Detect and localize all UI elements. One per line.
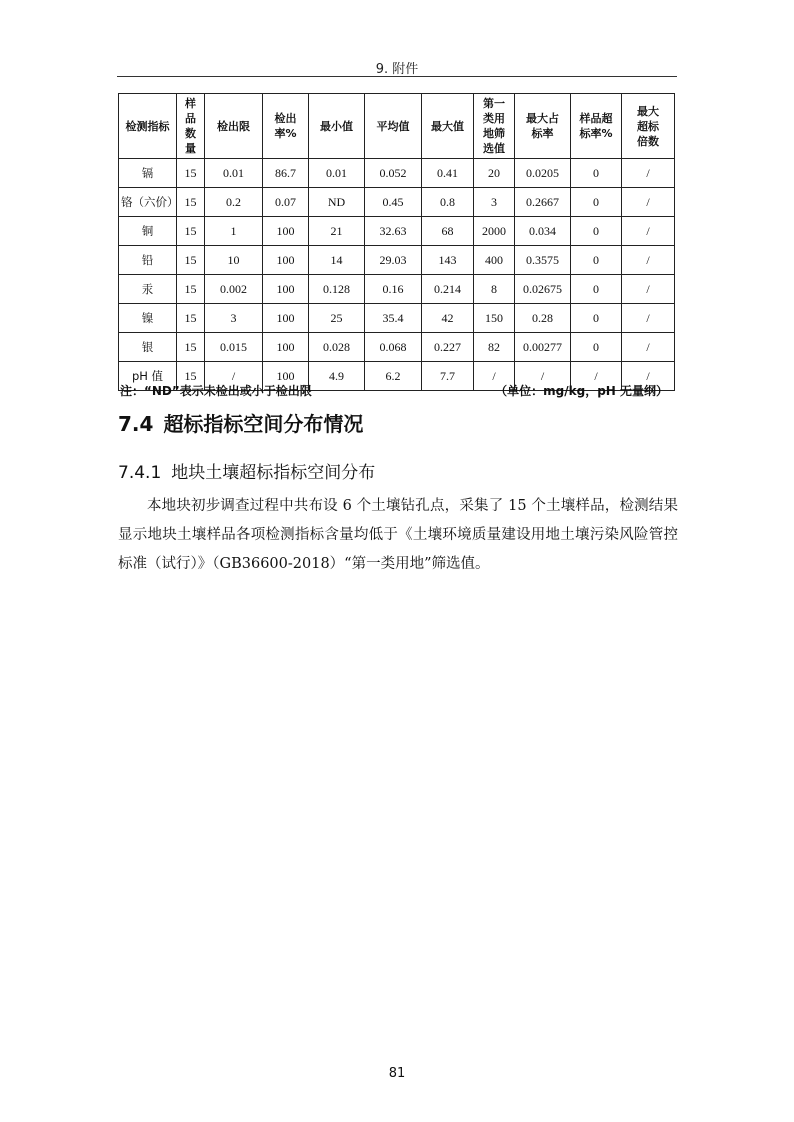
- table-cell: 0.28: [515, 304, 571, 333]
- table-cell: /: [474, 362, 515, 391]
- table-cell: 8: [474, 275, 515, 304]
- table-row: [119, 246, 675, 275]
- table-cell: /: [622, 188, 675, 217]
- subsection-number: 7.4.1: [118, 463, 162, 483]
- table-cell: 14: [309, 246, 365, 275]
- table-cell: 15: [177, 333, 205, 362]
- table-cell: 29.03: [365, 246, 422, 275]
- column-header: 样品数量: [177, 94, 205, 159]
- table-cell: /: [571, 362, 622, 391]
- table-cell: 15: [177, 246, 205, 275]
- table-cell: 铅: [119, 246, 177, 275]
- table-cell: 0.00277: [515, 333, 571, 362]
- header-divider: [117, 76, 677, 77]
- table-note: 注：“ND”表示未检出或小于检出限: [120, 384, 312, 398]
- column-header: 第一类用地筛选值: [474, 94, 515, 159]
- table-cell: 0.028: [309, 333, 365, 362]
- table-cell: 15: [177, 304, 205, 333]
- table-cell: 0: [571, 159, 622, 188]
- table-cell: 7.7: [422, 362, 474, 391]
- table-cell: 25: [309, 304, 365, 333]
- table-cell: 15: [177, 275, 205, 304]
- table-cell: 4.9: [309, 362, 365, 391]
- table-cell: /: [205, 362, 263, 391]
- table-cell: 0.8: [422, 188, 474, 217]
- table-row: [119, 304, 675, 333]
- column-header: 最小值: [309, 94, 365, 159]
- table-cell: 3: [474, 188, 515, 217]
- column-header: 检测指标: [119, 94, 177, 159]
- column-header: 样品超标率%: [571, 94, 622, 159]
- table-cell: 0: [571, 304, 622, 333]
- table-cell: /: [622, 159, 675, 188]
- table-cell: 0.015: [205, 333, 263, 362]
- page-header: 9. 附件: [375, 62, 419, 77]
- table-cell: 铬（六价）: [119, 188, 177, 217]
- table-cell: 143: [422, 246, 474, 275]
- table-cell: /: [622, 304, 675, 333]
- table-cell: /: [622, 246, 675, 275]
- table-cell: 10: [205, 246, 263, 275]
- table-footnote: [118, 382, 674, 400]
- table-cell: pH 值: [119, 362, 177, 391]
- table-cell: 0: [571, 188, 622, 217]
- table-cell: 0.45: [365, 188, 422, 217]
- table-cell: 0.214: [422, 275, 474, 304]
- section-title: 超标指标空间分布情况: [163, 412, 364, 436]
- table-cell: 0.41: [422, 159, 474, 188]
- table-cell: 35.4: [365, 304, 422, 333]
- detection-results-table: [118, 93, 675, 391]
- table-cell: 0: [571, 217, 622, 246]
- table-cell: 100: [263, 333, 309, 362]
- table-cell: /: [622, 333, 675, 362]
- table-cell: 镉: [119, 159, 177, 188]
- column-header: 平均值: [365, 94, 422, 159]
- page-number: 81: [388, 1066, 406, 1081]
- table-cell: 铜: [119, 217, 177, 246]
- table-cell: 20: [474, 159, 515, 188]
- table-cell: /: [622, 217, 675, 246]
- table-cell: 100: [263, 362, 309, 391]
- column-header: 最大超标倍数: [622, 94, 675, 159]
- table-row: [119, 275, 675, 304]
- table-cell: 0.052: [365, 159, 422, 188]
- table-cell: 15: [177, 159, 205, 188]
- table-cell: 镍: [119, 304, 177, 333]
- column-header: 检出率%: [263, 94, 309, 159]
- table-cell: 0: [571, 246, 622, 275]
- table-cell: 400: [474, 246, 515, 275]
- table-cell: 0.0205: [515, 159, 571, 188]
- table-cell: /: [622, 275, 675, 304]
- table-cell: 15: [177, 217, 205, 246]
- section-number: 7.4: [118, 412, 154, 436]
- table-cell: 3: [205, 304, 263, 333]
- table-cell: 100: [263, 246, 309, 275]
- table-cell: 100: [263, 275, 309, 304]
- table-cell: 15: [177, 188, 205, 217]
- table-cell: 汞: [119, 275, 177, 304]
- table-cell: 15: [177, 362, 205, 391]
- table-cell: 0.2: [205, 188, 263, 217]
- table-cell: 0.01: [309, 159, 365, 188]
- table-header-row: [119, 94, 675, 159]
- table-cell: 0: [571, 333, 622, 362]
- table-cell: 1: [205, 217, 263, 246]
- subsection-title: 地块土壤超标指标空间分布: [171, 463, 376, 483]
- subsection-heading: [118, 458, 375, 483]
- table-cell: /: [515, 362, 571, 391]
- table-cell: 0.3575: [515, 246, 571, 275]
- column-header: 最大占标率: [515, 94, 571, 159]
- table-row: [119, 333, 675, 362]
- table-cell: 82: [474, 333, 515, 362]
- table-cell: 150: [474, 304, 515, 333]
- table-cell: 0.16: [365, 275, 422, 304]
- table-cell: 0.2667: [515, 188, 571, 217]
- table-cell: 0.02675: [515, 275, 571, 304]
- column-header: 检出限: [205, 94, 263, 159]
- table-cell: 0.068: [365, 333, 422, 362]
- table-cell: 68: [422, 217, 474, 246]
- body-paragraph: 本地块初步调查过程中共布设 6 个土壤钻孔点，采集了 15 个土壤样品，检测结果显示地块土壤样品各项检测指标含量均低于《土壤环境质量建设用地土壤污染风险管控标准（试行）》（GB36600-2018）“第一类用地”筛选值。: [118, 498, 678, 572]
- table-cell: 6.2: [365, 362, 422, 391]
- column-header: 最大值: [422, 94, 474, 159]
- table-cell: 0.07: [263, 188, 309, 217]
- table-cell: 0.01: [205, 159, 263, 188]
- table-cell: 0.034: [515, 217, 571, 246]
- table-cell: 银: [119, 333, 177, 362]
- table-row: [119, 217, 675, 246]
- section-heading: [118, 408, 363, 437]
- table-cell: 42: [422, 304, 474, 333]
- table-cell: /: [622, 362, 675, 391]
- table-cell: 100: [263, 304, 309, 333]
- table-cell: 2000: [474, 217, 515, 246]
- table-cell: 0.128: [309, 275, 365, 304]
- table-row: [119, 188, 675, 217]
- table-cell: 32.63: [365, 217, 422, 246]
- table-cell: 100: [263, 217, 309, 246]
- table-cell: 0: [571, 275, 622, 304]
- table-cell: 86.7: [263, 159, 309, 188]
- table-cell: 0.227: [422, 333, 474, 362]
- table-cell: ND: [309, 188, 365, 217]
- table-cell: 0.002: [205, 275, 263, 304]
- table-unit-note: （单位：mg/kg，pH 无量纲）: [495, 384, 668, 398]
- table-row: [119, 159, 675, 188]
- table-cell: 21: [309, 217, 365, 246]
